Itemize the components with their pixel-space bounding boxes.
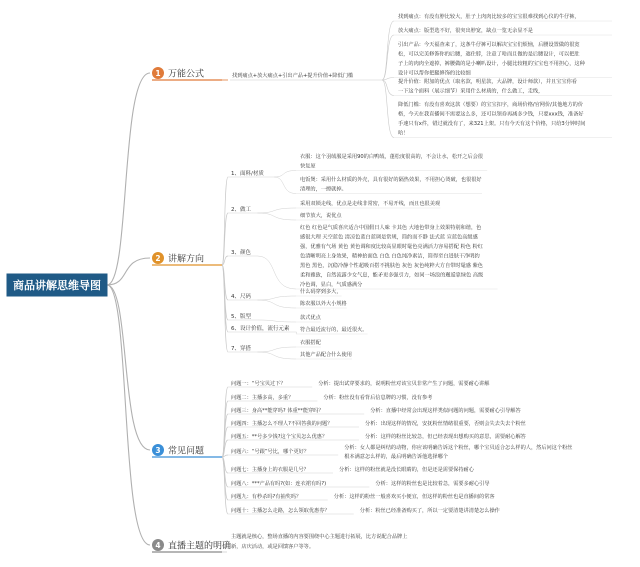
direction-item-label: 2、做工	[231, 207, 251, 213]
direction-detail-line: 黑色 黑色，沉稳冷静个性超吸百搭不挑肤色 灰色 灰色纯粹大方自带时髦感 紫色	[300, 263, 483, 269]
branch-number: 2	[155, 254, 161, 263]
direction-detail-line: 快复原	[300, 163, 316, 170]
branch-label: 常见问题	[168, 446, 205, 457]
connector-curve	[257, 347, 296, 352]
branch-number: 4	[155, 541, 161, 550]
question-text: 问题三：身高**能穿吗? 体重**能穿吗？	[231, 408, 324, 414]
answer-text: 分析：粉丝已经准备购买了，所以一定要清楚讲清楚怎么操作	[359, 508, 500, 514]
direction-item-label: 7、穿搭	[231, 346, 251, 352]
direction-detail-line: 什么码穿到多大，	[300, 289, 342, 295]
formula-item-line: 找到痛点：有没有脖比较大，肚子上肉肉比较多的宝宝很难找到心仪的牛仔裤，	[398, 14, 580, 20]
connector-curve	[222, 177, 228, 265]
connector-curve	[257, 208, 296, 213]
question-text: 问题七：主播身上的衣服是几号？	[231, 467, 309, 473]
branch-label: 万能公式	[168, 69, 205, 80]
question-text: 问题十：主播怎么走路，怎么领取优惠券？	[231, 508, 330, 514]
answer-text-line2: 根本满意怎么样的，最后明确告诉他选择哪个	[344, 454, 448, 460]
formula-item-line: 放大痛点：版型选不好，很突出脖宽，缺点一览无余显不是	[398, 28, 533, 34]
formula-item-line: 手速只有x件，错过就没有了，来321上架。只有今天有这个价格，只给3分钟时间	[398, 121, 586, 127]
direction-detail-line: 清理的，一擦就掉。	[300, 186, 347, 193]
connector-curve	[257, 256, 296, 289]
connector-curve	[107, 73, 150, 285]
answer-text: 分析：提出试穿要求的，说明粉丝对该宝贝非常产生了问题，需要耐心讲解	[318, 381, 490, 387]
answer-text: 分析：出现这样的情况，安抚粉丝情绪很重要，否则会失去失去个粉丝	[365, 421, 526, 427]
answer-text: 分析：这样的粉丝就是没长眼睛的，但是还是需要保持耐心	[339, 467, 474, 473]
connector-curve	[257, 320, 296, 322]
direction-item-label: 1、面料/材质	[231, 171, 264, 177]
mind-map-nodes	[7, 12, 586, 552]
connector-curve	[296, 332, 297, 334]
connector-curve	[107, 258, 150, 285]
connector-curve	[257, 352, 296, 359]
direction-item-label: 4、尺码	[231, 294, 251, 300]
question-text: 问题四：主播怎么不理人?不回答我的问题？	[231, 421, 333, 427]
question-text: 问题五：**号多少钱?这个宝贝怎么优惠？	[231, 434, 328, 440]
question-text: 问题八：***产品有吗?(如：连衣裙有吗?)	[231, 481, 327, 487]
direction-detail-line: 强，优雅有气场 黄色 黄色调和度比较高显眼时髦色亮满活力容易搭配 粉色 粉红	[300, 244, 483, 250]
branch-label: 讲解方向	[168, 254, 205, 265]
direction-detail-line: 电饭煲：采用什么材质的外壳，具有很好的隔热效果，不用担心烫破，也很很好	[300, 177, 482, 183]
formula-item-line: 一下这个面料（展示细节）采用什么材质的，什么做工，走线，	[398, 88, 544, 95]
direction-detail-line: 红色 红色是气质喜庆适合中国假日人味 卡其色 大地色带身上效果特别和谐，色	[300, 225, 482, 231]
answer-text-line1: 分析：女人都是纠结的动物，你应该明确告诉这个粉丝，哪个宝贝适合怎么样的人，然后问这个粉丝	[344, 445, 573, 451]
question-text: 问题二：主播多高，多重？	[231, 395, 294, 401]
theme-text-line: 新，店庆活动，或是回馈客户等等。	[231, 544, 315, 550]
branch-number: 1	[155, 69, 161, 78]
connector-curve	[257, 300, 296, 308]
direction-detail-line: 采用双锁走线，优点是走线非常密，不易开线，而且也很美观	[300, 201, 441, 207]
answer-text: 分析：粉丝没有看背后信息牌的习惯，没有参考	[323, 395, 433, 401]
direction-item-label: 5、版型	[231, 314, 251, 320]
connector-curve	[107, 285, 150, 545]
direction-detail-line: 陈农服以外大小规格	[300, 301, 347, 307]
connector-curve	[257, 296, 296, 300]
direction-item-label: 3、颜色	[231, 250, 251, 256]
connector-curve	[274, 177, 296, 194]
direction-detail-line: 其他产品配合什么使用	[300, 352, 352, 358]
connector-curve	[107, 285, 150, 450]
direction-item-label: 6、设计价值，流行元素	[231, 326, 290, 332]
direction-detail-line: 冷色调，显白，气质感满分	[300, 282, 363, 288]
formula-item-line: 引出产品：今天福查来了，这条牛仔裤可以解决宝宝们烦恼，后腰设置做的很宽	[398, 42, 580, 48]
formula-item-line: 提升价值：附加的优点（取名款，明星款，大品牌，设计师款），并且宝宝你看	[398, 79, 577, 85]
formula-item-line: 子上的肉肉全遮掉，裤腰做的是小喇叭设计，小腿比较粗的宝宝也不用担心，这种	[398, 61, 585, 67]
direction-detail-line: 符合最近流行的，最近很火。	[300, 327, 368, 333]
connector-curve	[257, 213, 296, 220]
answer-text: 分析：这样的粉丝一般喜欢买小便宜，但这样的粉丝也是直播间的常客	[333, 494, 495, 500]
direction-detail-line: 衣服：这个羽绒服是采用90的白鸭绒，蓬松度很高的，不会让水，松开之后会很	[300, 154, 483, 160]
branch-label: 直播主题的明确	[168, 541, 232, 552]
answer-text: 分析：直播中经常会出现这样类似问题的问题，需要耐心引导解答	[370, 408, 521, 414]
formula-item-line: 降低门槛：有没有喜欢这款（想要）的宝宝扣字，商场价格/官网价/其他地方的价	[398, 102, 584, 108]
formula-item-line: 松，可以完美修饰你的后腰，遮住脖，注意了哈而且做的是后腰设计，可以把肚	[398, 51, 580, 58]
branch-number: 3	[155, 446, 161, 455]
connector-curve	[382, 80, 394, 138]
direction-detail-line: 衣服搭配	[300, 340, 321, 346]
question-text: 问题九：有秒杀吗?有抽奖吗？	[231, 494, 302, 500]
theme-text-line: 主题就是核心，整场直播的内容要围绕中心主题进行拓展，比方说配合品牌上	[231, 534, 408, 540]
formula-item-line: 设计可以帮你把腿修饰的比较细	[398, 70, 471, 77]
direction-detail-line: 柔和雅致，自然流露少女气息，能矛更多强引力，如同一场浪的邂逅靠绿色 高级	[300, 272, 484, 279]
formula-item-line: 哈！	[398, 130, 409, 137]
answer-text: 分析：这样的粉丝也是比较着急，需要多耐心引导	[375, 481, 490, 487]
formula-item-line: 格，今天在我直播间不需要这么多，还可以领券再减多少钱，只要xxx钱，准备好	[398, 111, 584, 118]
direction-detail-line: 款式优点	[300, 315, 321, 321]
direction-detail-line: 色清晰明亮上身效果，精神抬面色 白色 白色纯净素洁，简得至白进肤干净明约	[300, 253, 480, 260]
question-text: 问题六：“号跟”号比，哪个更好？	[231, 449, 310, 455]
answer-text: 分析：这样的粉丝比较急，但已经表现出想购买的意思，需要耐心解答	[365, 434, 526, 440]
direction-detail-line: 感很大理 天空蓝色 清凉色蓝白蓝调是常规，简约而不静 法式蓝 宣蓝色高级感	[300, 234, 478, 241]
formula-text: 找到痛点+放大痛点+引出产品+提升价值+降低门槛	[232, 73, 354, 79]
root-label: 商品讲解思维导图	[13, 279, 101, 292]
direction-detail-line: 细节放大，说优点	[300, 213, 342, 219]
question-text: 问题一：“号宝贝过下？	[231, 381, 286, 387]
connector-curve	[222, 265, 228, 352]
connector-curve	[274, 171, 296, 178]
